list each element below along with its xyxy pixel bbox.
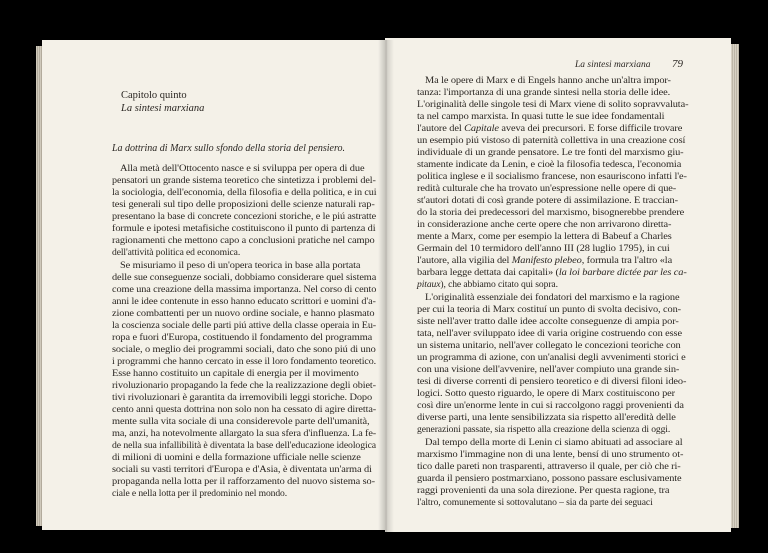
text-line: Ma le opere di Marx e di Engels hanno anche un'altra impor- — [425, 75, 671, 86]
text-line: l'altro, comunemente si sottovalutano – sia da parte dei seguaci — [417, 497, 653, 508]
text-line: rivoluzionario propagando la fede che la realizzazione degli obiet- — [112, 380, 376, 391]
text-line: tata, nell'aver sviluppato idee di varia origine costruendo con esse — [417, 328, 682, 339]
text-line: dell'attività politica ed economica. — [112, 247, 241, 258]
right-page — [385, 38, 731, 532]
text-line: cento anni questa dottrina non solo non ha cessato di agire diretta- — [112, 404, 377, 415]
text-line: guarda il pensiero postmarxiano, possono passare esclusivamente — [417, 473, 682, 484]
text-line: Se misuriamo il peso di un'opera teorica in base alla portata — [120, 260, 361, 271]
book-gutter — [378, 40, 394, 532]
text-line: delle sue conseguenze sociali, dobbiamo considerare quel sistema — [112, 272, 377, 283]
text-line: individuale di un grande pensatore. Le tre fonti del marxismo giu- — [417, 147, 684, 158]
text-line: l'autore del Capitale aveva dei precursori. E forse difficile trovare — [417, 123, 683, 134]
chapter-title: La sintesi marxiana — [121, 103, 205, 114]
text-line: in considerazione anche certe opere che non arrivarono diretta- — [417, 219, 672, 230]
italic-title: la loi barbare dictée par les ca- — [558, 267, 687, 278]
text-line: marxismo l'immagine non di una lente, bensí di uno strumento ot- — [417, 449, 684, 460]
text-line: di milioni di uomini e della formazione ufficiale nelle scienze — [112, 452, 361, 463]
text-line: tanza: l'importanza di una grande sintesi nella storia delle idee. — [417, 87, 671, 98]
text-line: ropa e fuori d'Europa, costituendo il fondamento del programma — [112, 332, 373, 343]
text-line: i programmi che hanno cercato in esse il loro fondamento teoretico. — [112, 356, 377, 367]
text-line: con una visione dell'avvenire, nell'aver compiuto una grande sin- — [417, 364, 680, 375]
text-line: diverse parti, una lente sensibilizzata sia rispetto all'eredità delle — [417, 412, 676, 423]
text-line: pensatori un grande sistema teoretico che sintetizza i problemi del- — [112, 175, 376, 186]
text-line: anni le idee contenute in esso hanno educato scrittori e uomini d'a- — [112, 296, 376, 307]
text-line: la coscienza sociale delle parti piú attive della classe operaia in Eu- — [112, 320, 377, 331]
text-line: Alla metà dell'Ottocento nasce e si sviluppa per opera di due — [120, 163, 365, 174]
text-line: ragionamenti che mettono capo a conclusioni pratiche nel campo — [112, 235, 375, 246]
text-line: l'autore, alla vigilia del Manifesto plebeo, formula tra l'altro «la — [417, 255, 673, 266]
italic-title: Manifesto plebeo — [511, 255, 582, 266]
section-heading: La dottrina di Marx sullo sfondo della storia del pensiero. — [112, 143, 345, 154]
text-line: sociale, o meglio dei programmi sociali, dato che sono piú di uno — [112, 344, 376, 355]
text-line: redità culturale che ha trovato un'espressione nelle opere di que- — [417, 183, 677, 194]
text-line: st'autori dotati di così grande potere di assimilazione. E traccian- — [417, 195, 678, 206]
text-line: Dal tempo della morte di Lenin ci siamo abituati ad associare al — [425, 437, 683, 448]
text-line: politica inglese e il socialismo francese, non esauriscono infatti l'e- — [417, 171, 687, 182]
text-line: ta nel campo marxista. In quasi tutte le sue idee fondamentali — [417, 111, 665, 122]
text-line: L'originalità delle singole tesi di Marx viene di solito sopravvaluta- — [417, 99, 689, 110]
running-title: La sintesi marxiana — [575, 60, 651, 70]
text-line: Germain del 10 termidoro dell'anno III (28 luglio 1795), in cui — [417, 243, 670, 254]
text-line: raggi provenienti da una sola direzione. Per questa ragione, tra — [417, 485, 670, 496]
text-line: tivi rivoluzionari è garantita da irremovibili leggi storiche. Dopo — [112, 392, 373, 403]
text-line: stamente indicate da Lenin, e cioè la filosofia tedesca, l'economia — [417, 159, 682, 170]
text-line: siste nell'aver tratto dalle idee accolte conseguenze di ampia por- — [417, 316, 679, 327]
text-line: generazioni passate, sia rispetto alla creazione della scienza di oggi. — [417, 424, 671, 435]
chapter-label: Capitolo quinto — [121, 90, 187, 101]
italic-title: Capitale — [464, 123, 499, 134]
text-line: un esempio piú vistoso di paternità collettiva in una creazione cosí — [417, 135, 686, 146]
left-page — [42, 40, 387, 530]
text-line: zione combattenti per un nuovo ordine sociale, e hanno plasmato — [112, 308, 375, 319]
text-line: propaganda nella lotta per il rafforzamento del nuovo sistema so- — [112, 476, 375, 487]
text-line: pitaux), che abbiamo citato qui sopra. — [417, 279, 558, 290]
text-line: un sistema unitario, nell'aver collegato le concezioni teoriche con — [417, 340, 681, 351]
text-line: tico dalle pareti non trasparenti, attraverso il quale, per ciò che ri- — [417, 461, 681, 472]
text-line: do la storia dei predecessori del marxismo, bisognerebbe prendere — [417, 207, 685, 218]
text-line: presentano la base di concrete concezioni storiche, e le piú astratte — [112, 211, 377, 222]
text-line: la sociologia, dell'economia, della filosofia e della politica, e in cui — [112, 187, 377, 198]
text-line: formule e ipotesi metafisiche costituiscono il punto di partenza di — [112, 223, 376, 234]
right-page-edges — [731, 44, 739, 528]
text-line: così dire un'enorme lente in cui si raccolgono raggi provenienti da — [417, 400, 684, 411]
text-line: de nella sua infallibilità è diventata la base dell'educazione ideologica — [112, 440, 377, 451]
text-line: ciale e nella lotta per il predominio nel mondo. — [112, 488, 288, 499]
text-line: tesi generali sul tipo delle proposizioni delle scienze naturali rap- — [112, 199, 375, 210]
italic-title: pitaux — [417, 279, 441, 290]
text-line: sociali su vasti territori d'Europa e d'Asia, è diventata un'arma di — [112, 464, 372, 475]
text-line: come una creazione della massima importanza. Nel corso di cento — [112, 284, 377, 295]
text-line: un programma di azione, con un'analisi degli avvenimenti storici e — [417, 352, 686, 363]
text-line: L'originalità essenziale dei fondatori del marxismo e la ragione — [425, 292, 680, 303]
text-line: Esse hanno costituito un capitale di energia per il movimento — [112, 368, 359, 379]
text-line: tesi di diverse correnti di pensiero teoretico e di diversi filoni ideo- — [417, 376, 687, 387]
text-line: ma, anzi, ha notevolmente allargato la sua sfera d'influenza. La fe- — [112, 428, 377, 439]
text-line: per cui la teoria di Marx costituí un punto di svolta decisivo, con- — [417, 304, 682, 315]
text-line: logici. Sotto questo riguardo, le opere di Marx costituiscono per — [417, 388, 676, 399]
page-number: 79 — [672, 58, 683, 70]
text-line: barbara legge dettata dai capitali» (la loi barbare dictée par les ca- — [417, 267, 687, 278]
text-line: mente sulla vita sociale di una considerevole parte dell'umanità, — [112, 416, 370, 427]
text-line: mente a Marx, come per esempio la lettera di Babeuf a Charles — [417, 231, 672, 242]
